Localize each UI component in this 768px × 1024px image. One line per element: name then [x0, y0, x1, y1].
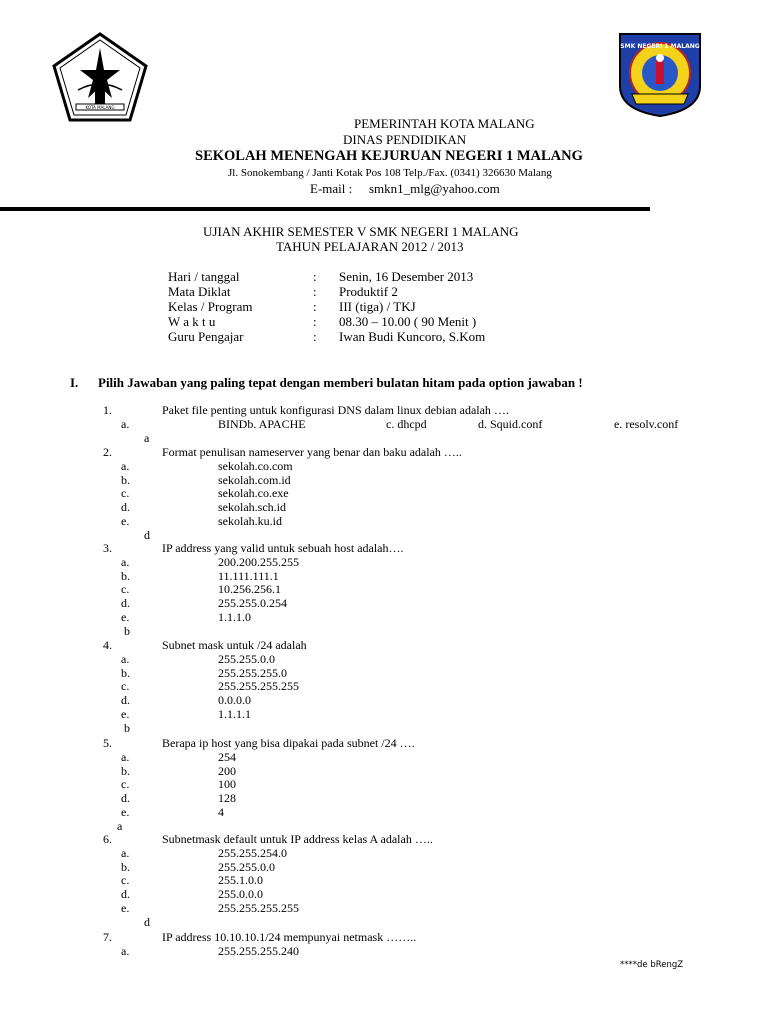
option-text: e. resolv.conf — [614, 417, 679, 431]
option-text: 254 — [218, 749, 236, 764]
option-text: 255.255.255.255 — [218, 679, 299, 694]
option-text: 255.255.255.240 — [218, 943, 299, 958]
option-letter: c. — [121, 486, 130, 501]
footer-signature: ****de bRengZ — [620, 960, 684, 970]
answer-key: a — [117, 818, 123, 833]
option-letter: e. — [121, 707, 130, 721]
option-text: 255.1.0.0 — [218, 873, 263, 888]
kota-malang-emblem — [50, 30, 150, 125]
option-letter: d. — [121, 791, 130, 806]
question-text: IP address yang valid untuk sebuah host adalah…. — [162, 541, 404, 555]
option-letter: e. — [121, 610, 130, 624]
option-text: 200.200.255.255 — [218, 554, 299, 569]
option-letter: a. — [121, 554, 130, 569]
option-text: sekolah.co.com — [218, 458, 293, 473]
option-text: d. Squid.conf — [478, 417, 543, 431]
emblem-text: KOTA MALANG — [85, 105, 115, 110]
option-letter: d. — [121, 596, 130, 611]
question-number: 4. — [103, 638, 112, 652]
question-text: Format penulisan nameserver yang benar dan baku adalah ….. — [162, 445, 462, 459]
header-government: PEMERINTAH KOTA MALANG — [354, 116, 535, 131]
question-text: IP address 10.10.10.1/24 mempunyai netmask …….. — [162, 930, 417, 944]
section-instruction: Pilih Jawaban yang paling tepat dengan memberi bulatan hitam pada option jawaban ! — [98, 375, 583, 390]
answer-key: d — [144, 527, 150, 542]
header-email-label: E-mail : — [310, 181, 353, 196]
option-letter: c. — [121, 777, 130, 792]
option-text: 255.255.254.0 — [218, 845, 287, 860]
option-letter: e. — [121, 901, 130, 915]
option-text: sekolah.ku.id — [218, 514, 282, 528]
option-letter: a. — [121, 458, 130, 473]
question-number: 3. — [103, 541, 112, 555]
info-separator: : — [313, 284, 317, 299]
option-letter: a. — [121, 943, 130, 958]
option-letter: b. — [121, 665, 130, 680]
option-text: 255.0.0.0 — [218, 887, 263, 902]
option-letter: b. — [121, 472, 130, 487]
option-letter: d. — [121, 500, 130, 515]
option-letter: b. — [121, 568, 130, 583]
option-text: BINDb. APACHE — [218, 417, 306, 431]
option-letter: b. — [121, 763, 130, 778]
answer-key: a — [144, 431, 150, 445]
header-divider — [0, 207, 650, 211]
option-letter: c. — [121, 679, 130, 694]
option-text: 255.255.0.0 — [218, 651, 275, 666]
option-text: sekolah.com.id — [218, 472, 291, 487]
header-school-name: SEKOLAH MENENGAH KEJURUAN NEGERI 1 MALANG — [195, 148, 583, 164]
option-text: c. dhcpd — [386, 417, 427, 431]
option-text: sekolah.co.exe — [218, 486, 289, 501]
info-value: Iwan Budi Kuncoro, S.Kom — [339, 329, 486, 344]
answer-key: d — [144, 914, 150, 929]
section-number: I. — [70, 375, 79, 390]
info-separator: : — [313, 269, 317, 284]
exam-year: TAHUN PELAJARAN 2012 / 2013 — [276, 239, 464, 254]
option-text: sekolah.sch.id — [218, 500, 286, 515]
option-letter: e. — [121, 805, 130, 819]
info-value: 08.30 – 10.00 ( 90 Menit ) — [339, 314, 477, 329]
option-text: 100 — [218, 777, 236, 792]
info-label: Guru Pengajar — [168, 329, 244, 344]
header-department: DINAS PENDIDIKAN — [343, 132, 467, 147]
question-text: Subnetmask default untuk IP address kelas A adalah ….. — [162, 832, 433, 846]
info-value: Produktif 2 — [339, 284, 398, 299]
question-number: 7. — [103, 930, 112, 944]
smkn1-school-logo — [612, 28, 708, 118]
option-letter: a. — [121, 417, 130, 431]
answer-key: b — [124, 720, 130, 735]
info-label: Kelas / Program — [168, 299, 253, 314]
option-text: 200 — [218, 763, 236, 778]
option-text: 255.255.255.0 — [218, 665, 287, 680]
info-label: Mata Diklat — [168, 284, 231, 299]
exam-title: UJIAN AKHIR SEMESTER V SMK NEGERI 1 MALANG — [203, 224, 519, 239]
option-text: 1.1.1.1 — [218, 707, 251, 721]
question-text: Paket file penting untuk konfigurasi DNS dalam linux debian adalah …. — [162, 403, 509, 417]
info-separator: : — [313, 329, 317, 344]
option-letter: a. — [121, 651, 130, 666]
info-label: W a k t u — [168, 314, 216, 329]
option-text: 11.111.111.1 — [218, 568, 279, 583]
info-separator: : — [313, 299, 317, 314]
question-number: 5. — [103, 736, 112, 750]
info-separator: : — [313, 314, 317, 329]
option-text: 255.255.0.0 — [218, 859, 275, 874]
option-letter: a. — [121, 749, 130, 764]
option-letter: d. — [121, 887, 130, 902]
answer-key: b — [124, 623, 130, 638]
info-value: III (tiga) / TKJ — [339, 299, 416, 314]
option-letter: b. — [121, 859, 130, 874]
info-label: Hari / tanggal — [168, 269, 240, 284]
option-text: 255.255.0.254 — [218, 596, 287, 611]
option-letter: c. — [121, 873, 130, 888]
option-text: 4 — [218, 805, 224, 819]
option-text: 1.1.1.0 — [218, 610, 251, 624]
option-text: 255.255.255.255 — [218, 901, 299, 915]
header-email: smkn1_mlg@yahoo.com — [369, 181, 500, 196]
question-text: Berapa ip host yang bisa dipakai pada subnet /24 …. — [162, 736, 415, 750]
school-logo-text: SMK NEGERI 1 MALANG — [620, 43, 700, 50]
info-value: Senin, 16 Desember 2013 — [339, 269, 474, 284]
header-address: Jl. Sonokembang / Janti Kotak Pos 108 Telp./Fax. (0341) 326630 Malang — [228, 167, 552, 179]
question-number: 6. — [103, 832, 112, 846]
option-text: 0.0.0.0 — [218, 693, 251, 708]
option-letter: c. — [121, 582, 130, 597]
option-letter: d. — [121, 693, 130, 708]
option-text: 128 — [218, 791, 236, 806]
question-number: 2. — [103, 445, 112, 459]
question-number: 1. — [103, 403, 112, 417]
option-letter: a. — [121, 845, 130, 860]
question-text: Subnet mask untuk /24 adalah — [162, 638, 307, 652]
option-text: 10.256.256.1 — [218, 582, 281, 597]
option-letter: e. — [121, 514, 130, 528]
